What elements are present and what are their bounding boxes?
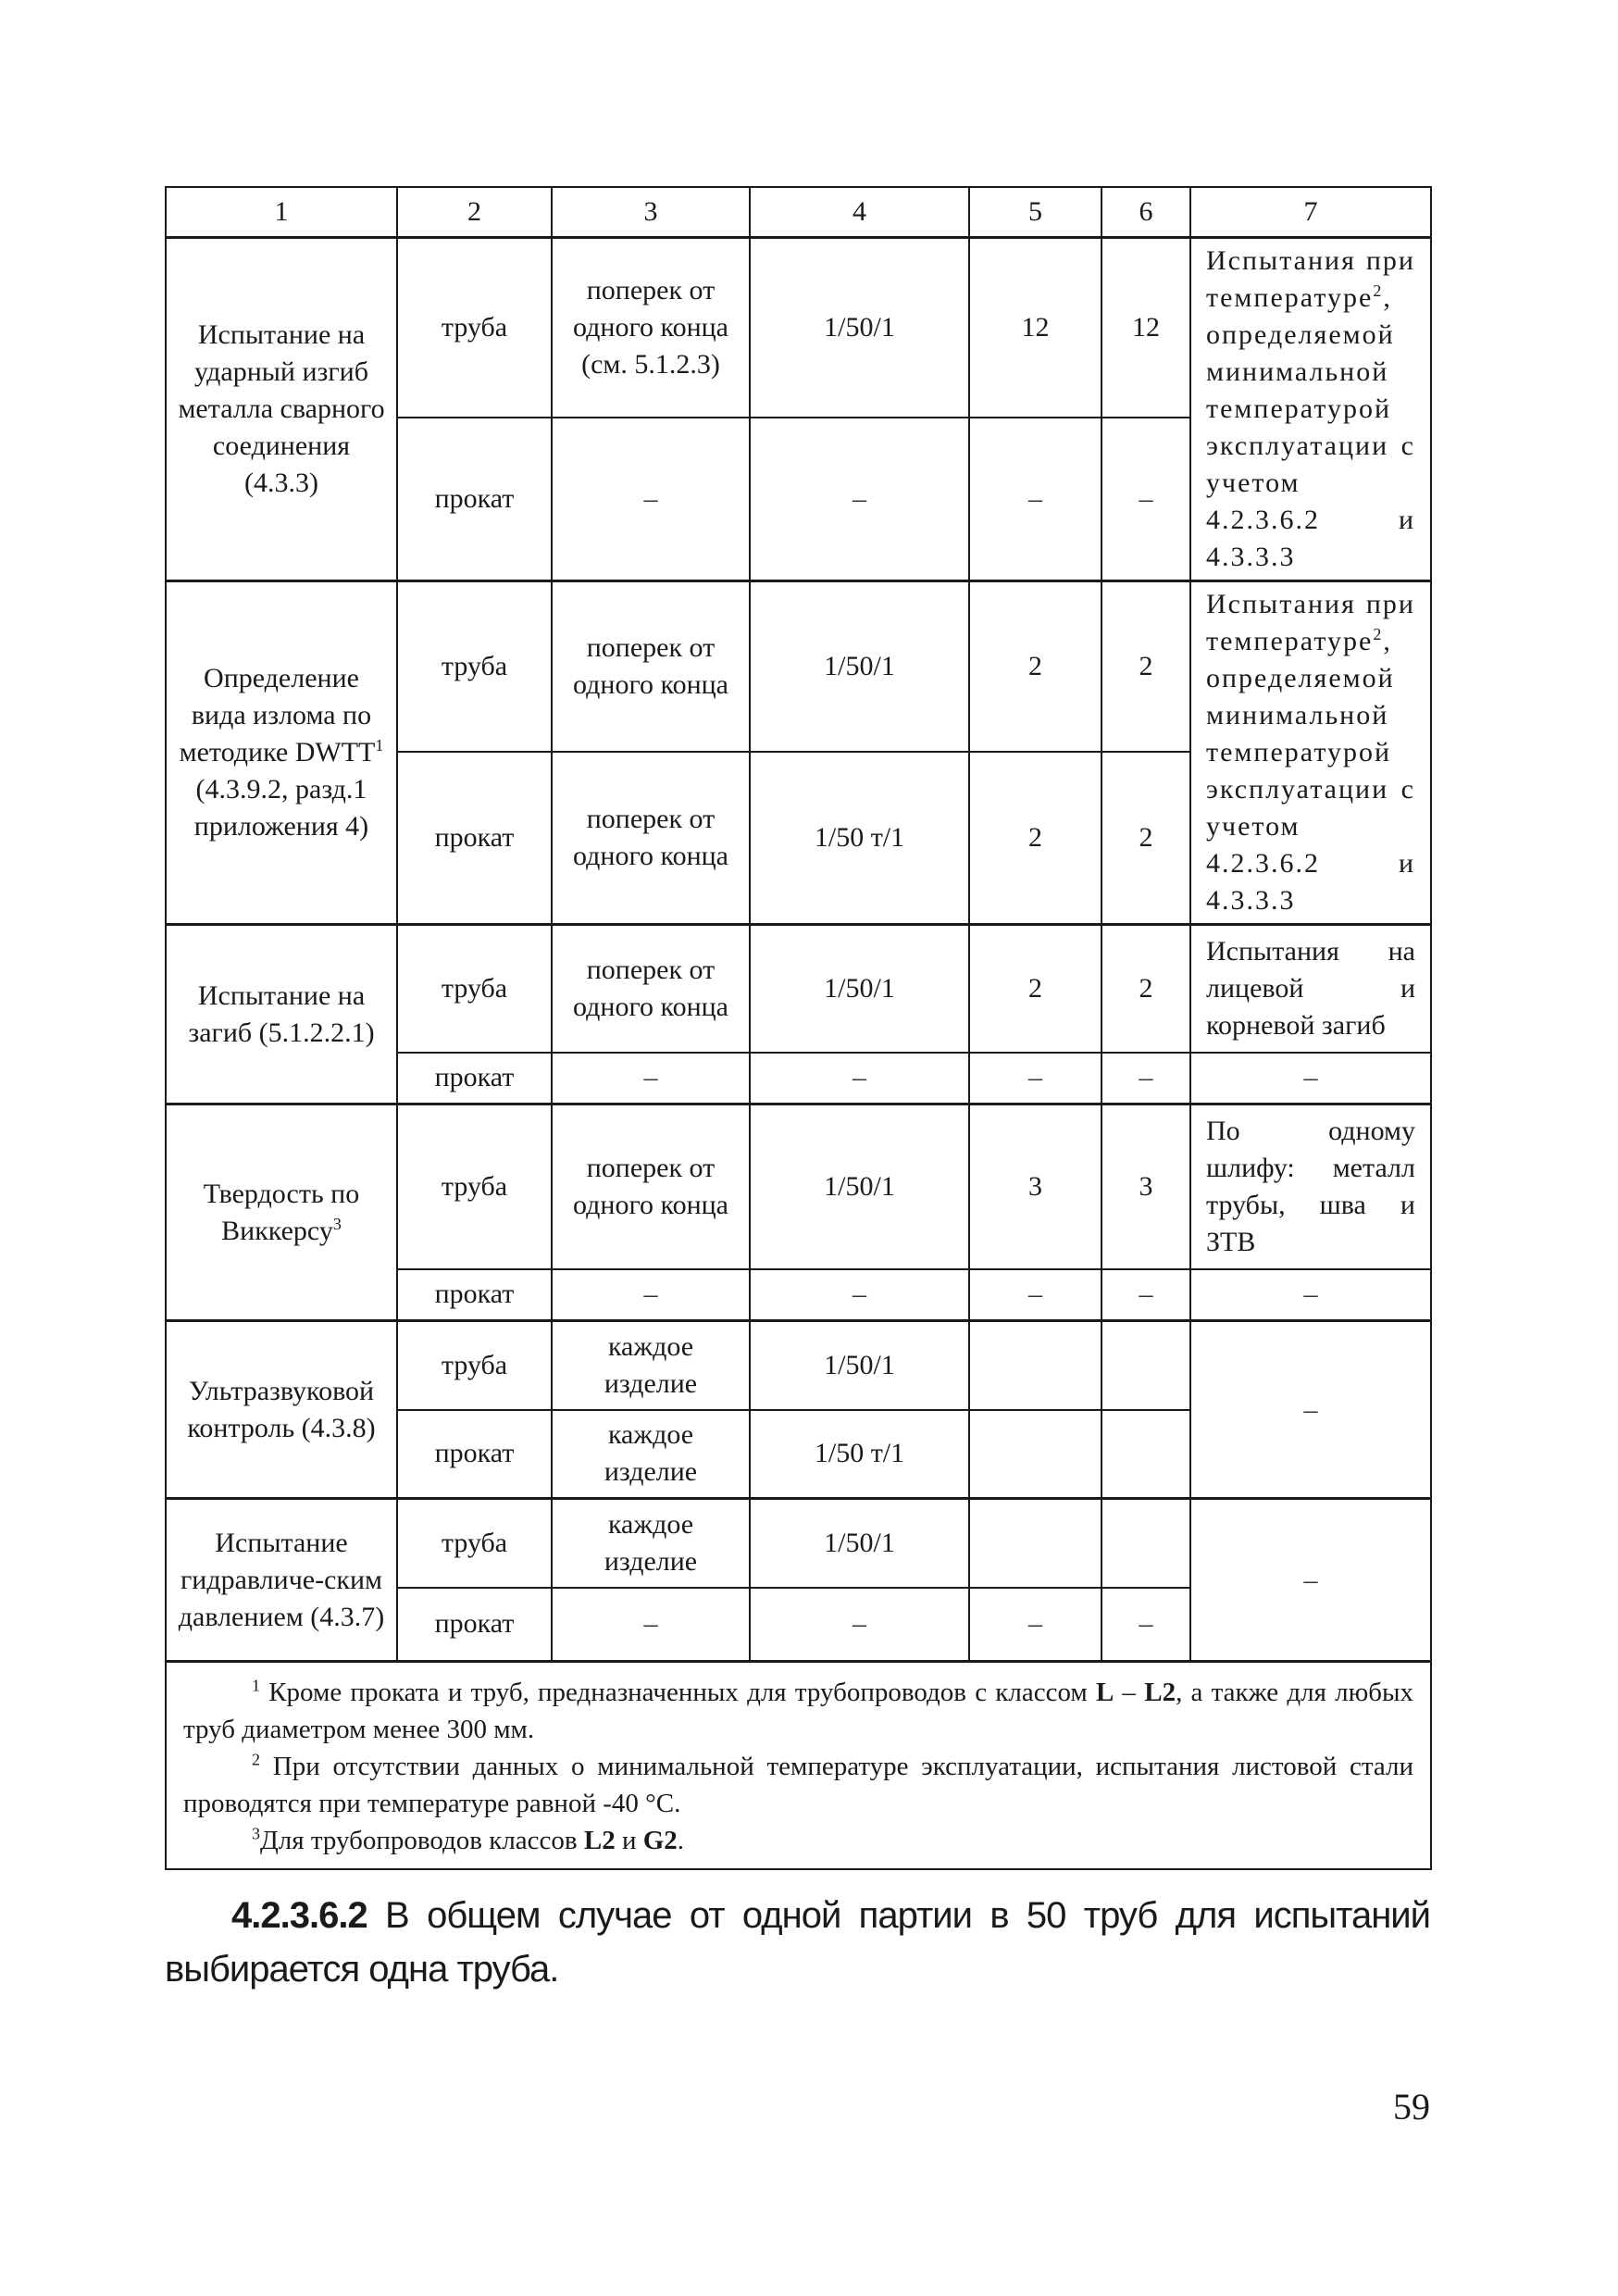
table-row <box>166 1499 1431 1588</box>
footnote-1: $^1$ Кроме проката и труб, предназначенных для трубопроводов с классом L – L2, а также для любых труб диаметром менее 300 мм. <box>183 1676 1413 1744</box>
test-name-cell: Испытание на загиб (5.1.2.2.1) <box>166 925 397 1104</box>
value-cell: 3 <box>969 1104 1101 1269</box>
dash-cell: – <box>1190 1321 1431 1499</box>
footnotes-row <box>166 1662 1431 1870</box>
product-cell: прокат <box>397 1269 552 1321</box>
dash-cell: – <box>552 418 750 581</box>
empty-cell <box>969 1410 1101 1499</box>
dash-cell: – <box>750 1588 969 1662</box>
empty-cell <box>969 1499 1101 1588</box>
test-name-cell: Ультразвуковой контроль (4.3.8) <box>166 1321 397 1499</box>
note-cell: Испытания при температуре$^2$, определяемой минимальной температурой эксплуатации с учетом 4.2.3.6.2 и 4.3.3.3 <box>1190 238 1431 581</box>
value-cell: 2 <box>1101 925 1190 1053</box>
ratio-cell: 1/50/1 <box>750 1104 969 1269</box>
value-cell: 12 <box>1101 238 1190 418</box>
note-cell: Испытания при температуре$^2$, определяемой минимальной температурой эксплуатации с учетом 4.2.3.6.2 и 4.3.3.3 <box>1190 581 1431 925</box>
value-cell: 2 <box>1101 581 1190 752</box>
footnote-3: $^3$Для трубопроводов классов L2 и G2. <box>252 1824 685 1855</box>
product-cell: труба <box>397 581 552 752</box>
empty-cell <box>969 1321 1101 1410</box>
empty-cell <box>1101 1321 1190 1410</box>
product-cell: прокат <box>397 418 552 581</box>
product-cell: труба <box>397 1321 552 1410</box>
dash-cell: – <box>969 418 1101 581</box>
product-cell: труба <box>397 925 552 1053</box>
sampling-cell: поперек от одного конца <box>552 752 750 925</box>
column-header: 4 <box>750 187 969 238</box>
sampling-cell: поперек от одного конца <box>552 925 750 1053</box>
sampling-cell: каждое изделие <box>552 1321 750 1410</box>
ratio-cell: 1/50 т/1 <box>750 752 969 925</box>
requirements-table <box>165 186 1432 1870</box>
sampling-cell: каждое изделие <box>552 1410 750 1499</box>
empty-cell <box>1101 1410 1190 1499</box>
column-header: 7 <box>1190 187 1431 238</box>
dash-cell: – <box>1101 1053 1190 1104</box>
product-cell: прокат <box>397 1410 552 1499</box>
sampling-cell: поперек от одного конца (см. 5.1.2.3) <box>552 238 750 418</box>
column-header: 3 <box>552 187 750 238</box>
empty-cell <box>1101 1499 1190 1588</box>
table-row <box>166 238 1431 418</box>
table-row <box>166 581 1431 752</box>
dash-cell: – <box>1190 1269 1431 1321</box>
value-cell: 2 <box>969 752 1101 925</box>
dash-cell: – <box>552 1053 750 1104</box>
dash-cell: – <box>1190 1053 1431 1104</box>
value-cell: 2 <box>969 581 1101 752</box>
ratio-cell: 1/50 т/1 <box>750 1410 969 1499</box>
ratio-cell: 1/50/1 <box>750 1321 969 1410</box>
test-name-cell: Определение вида излома по методике DWTT$^1$ (4.3.9.2, разд.1 приложения 4) <box>166 581 397 925</box>
sampling-cell: каждое изделие <box>552 1499 750 1588</box>
product-cell: прокат <box>397 1053 552 1104</box>
column-header: 1 <box>166 187 397 238</box>
table-header-row <box>166 187 1431 238</box>
sampling-cell: поперек от одного конца <box>552 581 750 752</box>
footnote-2: $^2$ При отсутствии данных о минимальной температуре эксплуатации, испытания листовой стали проводятся при температуре равной -40 °С. <box>183 1750 1413 1818</box>
page-number: 59 <box>1393 2086 1430 2128</box>
dash-cell: – <box>969 1269 1101 1321</box>
product-cell: труба <box>397 1499 552 1588</box>
column-header: 2 <box>397 187 552 238</box>
value-cell: 2 <box>1101 752 1190 925</box>
column-header: 6 <box>1101 187 1190 238</box>
dash-cell: – <box>1101 418 1190 581</box>
dash-cell: – <box>1190 1499 1431 1662</box>
section-number: 4.2.3.6.2 <box>231 1895 367 1936</box>
note-cell: По одному шлифу: металл трубы, шва и ЗТВ <box>1190 1104 1431 1269</box>
ratio-cell: 1/50/1 <box>750 238 969 418</box>
dash-cell: – <box>1101 1588 1190 1662</box>
value-cell: 2 <box>969 925 1101 1053</box>
dash-cell: – <box>969 1053 1101 1104</box>
dash-cell: – <box>1101 1269 1190 1321</box>
paragraph-text: В общем случае от одной партии в 50 труб для испытаний выбирается одна труба. <box>165 1895 1430 1990</box>
dash-cell: – <box>969 1588 1101 1662</box>
value-cell: 12 <box>969 238 1101 418</box>
product-cell: труба <box>397 238 552 418</box>
table-row <box>166 1104 1431 1269</box>
ratio-cell: 1/50/1 <box>750 925 969 1053</box>
sampling-cell: поперек от одного конца <box>552 1104 750 1269</box>
dash-cell: – <box>552 1269 750 1321</box>
dash-cell: – <box>750 418 969 581</box>
ratio-cell: 1/50/1 <box>750 581 969 752</box>
test-name-cell: Испытание гидравличе-ским давлением (4.3.7) <box>166 1499 397 1662</box>
footnotes-cell <box>166 1662 1431 1870</box>
section-paragraph <box>165 1889 1430 1996</box>
product-cell: прокат <box>397 1588 552 1662</box>
table-row <box>166 1321 1431 1410</box>
test-name-cell: Испытание на ударный изгиб металла сварного соединения (4.3.3) <box>166 238 397 581</box>
ratio-cell: 1/50/1 <box>750 1499 969 1588</box>
note-cell: Испытания на лицевой и корневой загиб <box>1190 925 1431 1053</box>
column-header: 5 <box>969 187 1101 238</box>
value-cell: 3 <box>1101 1104 1190 1269</box>
table-row <box>166 925 1431 1053</box>
dash-cell: – <box>750 1269 969 1321</box>
dash-cell: – <box>552 1588 750 1662</box>
dash-cell: – <box>750 1053 969 1104</box>
product-cell: труба <box>397 1104 552 1269</box>
product-cell: прокат <box>397 752 552 925</box>
test-name-cell: Твердость по Виккерсу$^3$ <box>166 1104 397 1321</box>
